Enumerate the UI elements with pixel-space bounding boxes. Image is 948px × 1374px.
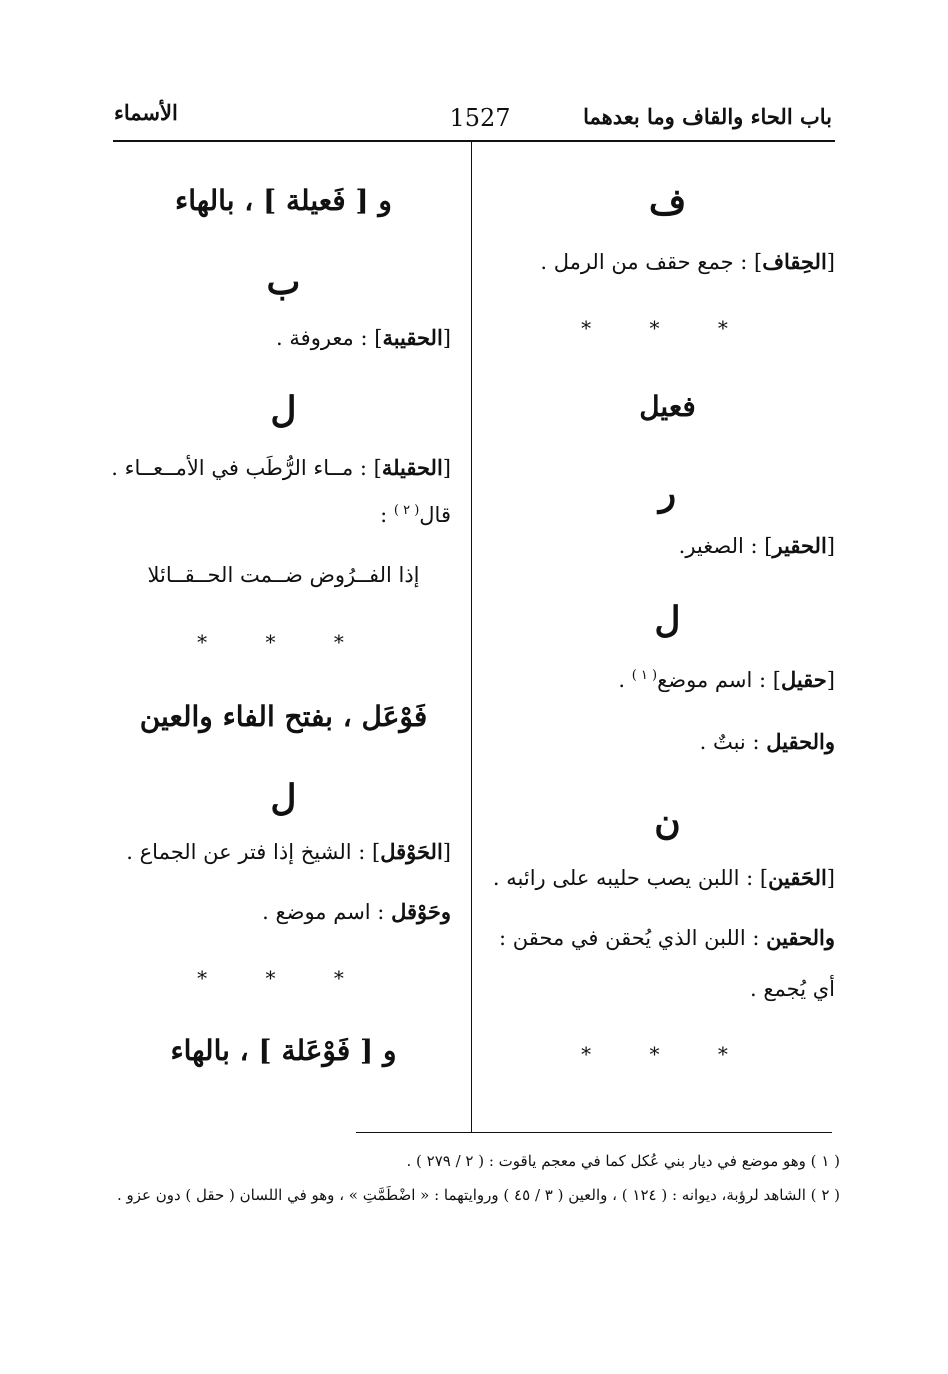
pattern-heading-fawalah: [116, 1036, 451, 1067]
bracket-open: و [: [360, 1034, 397, 1067]
bracket-open: و [: [355, 184, 392, 217]
stars-separator: * * *: [197, 630, 370, 654]
headword: الحَوْقل: [380, 839, 443, 864]
page-header: [0, 0, 948, 150]
quote-intro: [380, 502, 451, 529]
entry-haqil-2: [700, 728, 835, 756]
definition: : نبتٌ .: [699, 730, 760, 754]
entry-haqin-2-line2: أي يُجمع .: [749, 977, 835, 1001]
letter-heading-f: ف: [648, 181, 687, 223]
pattern-heading-fawal: فَوْعَل ، بفتح الفاء والعين: [139, 700, 428, 733]
footnote-rule: [356, 1132, 832, 1133]
stars-separator: * * *: [581, 1042, 754, 1066]
definition: : اللبن يصب حليبه على رائبه .: [492, 866, 754, 890]
page-number: 1527: [449, 104, 511, 132]
entry-haqilah: [الحقيلة] : مــاء الرُّطَب في الأمــعــاء .: [111, 455, 451, 480]
entry-haqin-2: [499, 924, 835, 952]
colon: :: [380, 503, 388, 527]
letter-heading-l2: ل: [270, 777, 297, 819]
entry-haqir: [الحقير] : الصغير.: [678, 533, 835, 558]
pattern-suffix: ] ، بالهاء: [175, 184, 277, 217]
qala: قال: [419, 503, 451, 527]
headword: وحَوْقل: [391, 899, 451, 924]
headword: والحقيل: [766, 729, 835, 754]
headword: والحقين: [766, 925, 835, 950]
pattern-term: فَعيلة: [286, 184, 346, 217]
letter-heading-l: ل: [270, 389, 297, 431]
definition: : اسم موضع .: [262, 900, 385, 924]
definition: : مــاء الرُّطَب في الأمــعــاء .: [111, 456, 367, 480]
header-rule: [113, 140, 835, 142]
stars-separator: * * *: [581, 316, 754, 340]
entry-haqil: [حقيل] : اسم موضع$^{( ١ )}$ .: [618, 667, 835, 692]
definition: : الشيخ إذا فتر عن الجماع .: [126, 840, 366, 864]
footnote-2: ( ٢ ) الشاهد لرؤبة، ديوانه : ( ١٢٤ ) ، والعين ( ٣ / ٤٥ ) وروايتهما : « اضْطَمَّتِ » ، وهو في اللسان ( حقل ) دون عزو .: [116, 1186, 840, 1204]
verse: إذا الفــرُوض ضــمت الحــقــائلا: [147, 563, 420, 587]
entry-haqibah: [الحقيبة] : معروفة .: [276, 325, 451, 350]
pattern-heading-failah: [116, 186, 451, 217]
definition: : اللبن الذي يُحقن في محقن :: [499, 926, 760, 950]
headword: حقيل: [780, 667, 827, 692]
letter-heading-n: ن: [654, 801, 681, 843]
definition: : معروفة .: [276, 326, 368, 350]
entry-hawqal: [الحَوْقل] : الشيخ إذا فتر عن الجماع .: [126, 839, 451, 864]
footnote-ref: ( ١ ): [631, 668, 658, 683]
definition: : اسم موضع: [657, 668, 767, 692]
section-title: الأسماء: [114, 100, 178, 125]
headword: الحقيلة: [381, 455, 443, 480]
entry-hiqaf: [الحِقاف] : جمع حقف من الرمل .: [540, 249, 835, 274]
headword: الحقير: [772, 533, 827, 558]
chapter-title: باب الحاء والقاف وما بعدهما: [583, 104, 832, 129]
pattern-heading-fail: فعيل: [639, 390, 696, 423]
letter-heading-l: ل: [654, 599, 681, 641]
headword: الحَقين: [768, 865, 827, 890]
definition: : الصغير.: [678, 534, 758, 558]
period: .: [618, 668, 626, 692]
definition: : جمع حقف من الرمل .: [540, 250, 748, 274]
pattern-suffix: ] ، بالهاء: [170, 1034, 272, 1067]
stars-separator: * * *: [197, 966, 370, 990]
entry-haqin: [الحَقين] : اللبن يصب حليبه على رائبه .: [492, 865, 835, 890]
footnote-ref: ( ٢ ): [393, 503, 420, 518]
headword: الحقيبة: [382, 325, 443, 350]
letter-heading-b: ب: [266, 261, 301, 303]
pattern-term: فَوْعَلة: [281, 1034, 351, 1067]
footnote-1: ( ١ ) وهو موضع في ديار بني عُكل كما في معجم ياقوت : ( ٢ / ٢٧٩ ) .: [406, 1152, 840, 1170]
entry-hawqal-2: [262, 898, 451, 926]
letter-heading-r: ر: [658, 472, 677, 514]
headword: الحِقاف: [762, 249, 827, 274]
column-divider: [471, 142, 472, 1132]
